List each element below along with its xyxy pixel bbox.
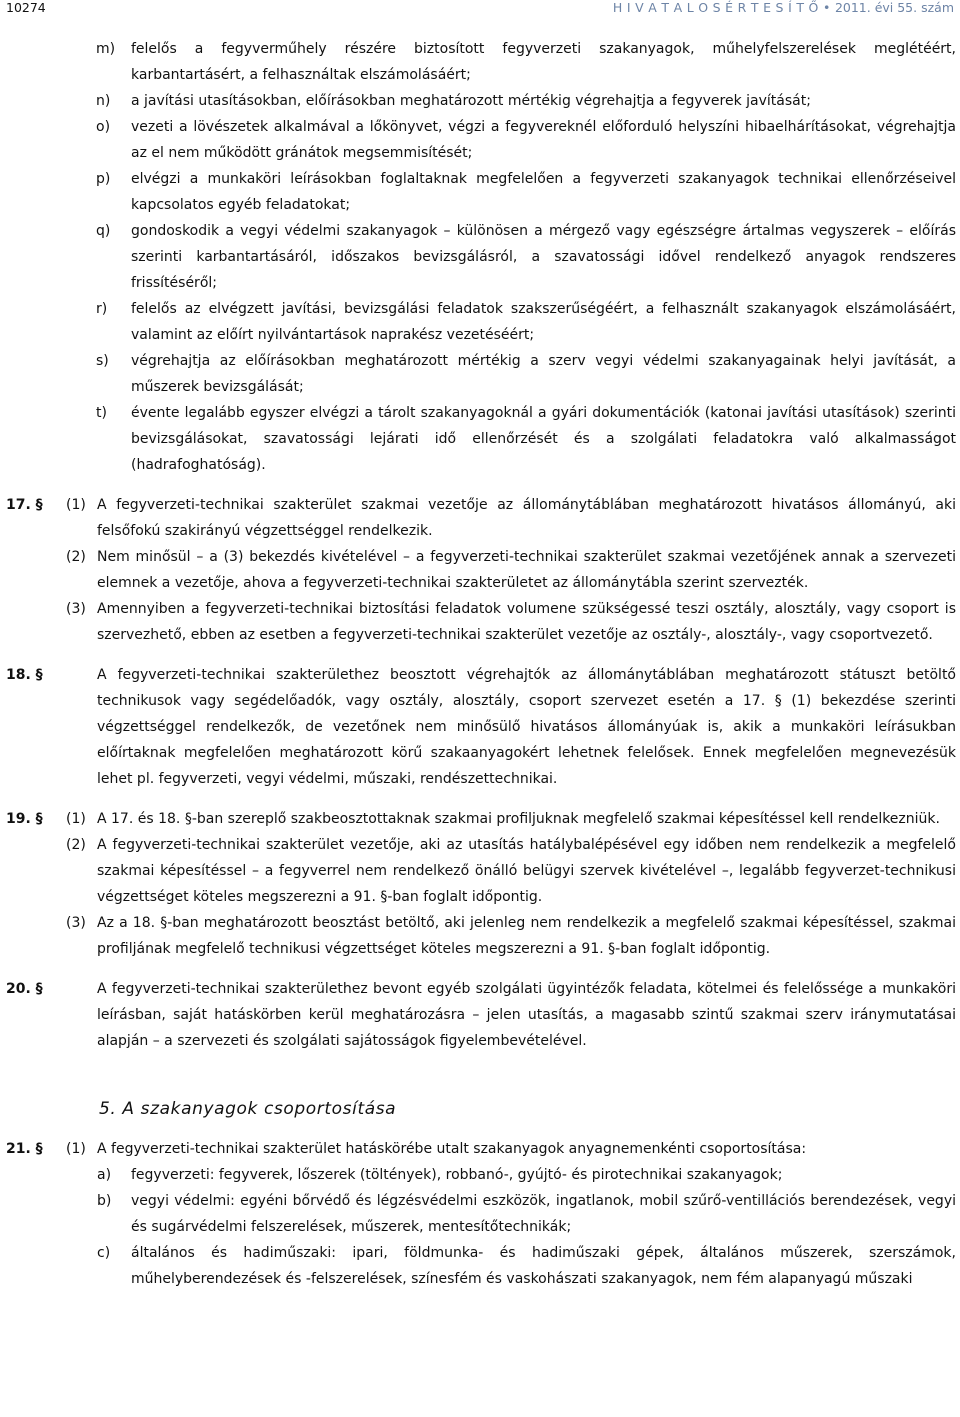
section-number: 18. § — [6, 667, 43, 683]
list-marker: r) — [96, 301, 108, 317]
list-text: végrehajtja az előírásokban meghatározott mértékig a szerv vegyi védelmi szakanyagainak helyi javítását, a műszerek bevizsgálását; — [131, 353, 956, 395]
paragraph — [0, 806, 960, 832]
paragraph-text: Az a 18. §-ban meghatározott beosztást betöltő, aki jelenleg nem rendelkezik a megfelelő szakmai képesítéssel, szakmai profiljának megfelelő technikusi végzettséget köteles megszerezni a 91. §-ban foglalt időpontig. — [97, 915, 956, 957]
header-separator: • — [822, 0, 831, 15]
paragraph-text: A 17. és 18. §-ban szereplő szakbeosztottaknak szakmai profiljuknak megfelelő szakmai képesítéssel kell rendelkezniük. — [97, 811, 940, 827]
paragraph-text: A fegyverzeti-technikai szakterület hatáskörébe utalt szakanyagok anyagnemenkénti csoportosítása: — [97, 1141, 807, 1157]
paragraph-number: (1) — [66, 811, 86, 827]
document-body — [0, 36, 960, 1292]
page-header — [0, 0, 960, 22]
section-number: 21. § — [6, 1141, 43, 1157]
paragraph — [0, 544, 960, 596]
list-item — [0, 1188, 960, 1240]
section-21 — [0, 1136, 960, 1292]
list-marker: b) — [97, 1193, 112, 1209]
paragraph-text: A fegyverzeti-technikai szakterülethez bevont egyéb szolgálati ügyintézők feladata, kötelmei és felelőssége a munkaköri leírásban, saját hatáskörben kerül meghatározásra – jelen utasítás, a magasabb szintű szakmai szerv iránymutatásai alapján – a szervezeti és szolgálati sajátosságok figyelembevételével. — [97, 981, 956, 1049]
paragraph-number: (1) — [66, 1141, 86, 1157]
list-text: gondoskodik a vegyi védelmi szakanyagok – különösen a mérgező vagy egészségre ártalmas vegyszerek – előírás szerinti karbantartásáról, időszakos bevizsgálásról, a szavatossági idővel rendelkező anyagok rendszeres frissítéséről; — [131, 223, 956, 291]
list-item — [0, 348, 960, 400]
list-item — [0, 218, 960, 296]
section-20 — [0, 976, 960, 1054]
section-number: 19. § — [6, 811, 43, 827]
list-item — [0, 1162, 960, 1188]
paragraph-text: Amennyiben a fegyverzeti-technikai biztosítási feladatok volumene szükségessé teszi osztály, alosztály, vagy csoport is szervezhető, ebben az esetben a fegyverzeti-technikai szakterület vezetője az osztály-, alosztály-, vagy csoportvezető. — [97, 601, 956, 643]
paragraph-text: A fegyverzeti-technikai szakterület vezetője, aki az utasítás hatálybalépésével egy időben nem rendelkezik a megfelelő szakmai képesítéssel – a fegyverrel nem rendelkező önálló belügyi szervek kivételével –, legalább fegyverzet-technikusi végzettséget köteles megszerezni a 91. §-ban foglalt időpontig. — [97, 837, 956, 905]
paragraph-number: (1) — [66, 497, 86, 513]
section-17 — [0, 492, 960, 648]
list-item — [0, 1240, 960, 1292]
section-number: 17. § — [6, 497, 43, 513]
paragraph — [0, 662, 960, 792]
list-item — [0, 88, 960, 114]
list-text: elvégzi a munkaköri leírásokban foglaltaknak megfelelően a fegyverzeti szakanyagok technikai ellenőrzéseivel kapcsolatos egyéb feladatokat; — [131, 171, 956, 213]
paragraph — [0, 492, 960, 544]
list-marker: m) — [96, 41, 116, 57]
paragraph — [0, 910, 960, 962]
list-item — [0, 400, 960, 478]
list-text: vegyi védelmi: egyéni bőrvédő és légzésvédelmi eszközök, ingatlanok, mobil szűrő-ventillációs berendezések, vegyi és sugárvédelmi felszerelések, műszerek, mentesítőtechnikák; — [131, 1193, 956, 1235]
paragraph-text: A fegyverzeti-technikai szakterület szakmai vezetője az állománytáblában meghatározott hivatásos állományú, aki felsőfokú szakirányú végzettséggel rendelkezik. — [97, 497, 956, 539]
paragraph-number: (2) — [66, 549, 86, 565]
list-item — [0, 166, 960, 218]
paragraph-text: A fegyverzeti-technikai szakterülethez beosztott végrehajtók az állománytáblában meghatározott státuszt betöltő technikusok vagy segédelőadók, vagy osztály, alosztály, csoport szervezet esetén a 17. § (1) bekezdése szerinti végzettséggel rendelkezők, de vezetőnek nem minősülő hivatásos állományúak is, akik a munkaköri leírásukban előírtaknak megfelelően meghatározott körű szakaanyagokért lehetnek felelősek. Ennek megfelelően megnevezésük lehet pl. fegyverzeti, vegyi védelmi, műszaki, rendészettechnikai. — [97, 667, 956, 787]
list-text: felelős a fegyverműhely részére biztosított fegyverzeti szakanyagok, műhelyfelszerelések meglétéért, karbantartásért, a felhasználtak elszámolásáért; — [131, 41, 956, 83]
section-18 — [0, 662, 960, 792]
list-text: vezeti a lövészetek alkalmával a lőkönyvet, végzi a fegyvereknél előforduló helyszíni hibaelhárításokat, végrehajtja az el nem működött gránátok megsemmisítését; — [131, 119, 956, 161]
journal-title: H I V A T A L O S É R T E S Í T Ő — [612, 0, 819, 15]
list-item — [0, 114, 960, 166]
paragraph-number: (3) — [66, 915, 86, 931]
page-number: 10274 — [6, 0, 46, 15]
list-marker: p) — [96, 171, 111, 187]
list-text: általános és hadiműszaki: ipari, földmunka- és hadiműszaki gépek, általános műszerek, szerszámok, műhelyberendezések és -felszerelések, színesfém és vaskohászati szakanyagok, nem fém alapanyagú műszaki — [131, 1245, 956, 1287]
list-marker: a) — [97, 1167, 112, 1183]
list-marker: o) — [96, 119, 111, 135]
list-marker: q) — [96, 223, 111, 239]
paragraph — [0, 976, 960, 1054]
list-marker: c) — [97, 1245, 111, 1261]
journal-header — [613, 0, 954, 16]
paragraph-number: (3) — [66, 601, 86, 617]
list-marker: s) — [96, 353, 109, 369]
paragraph-text: Nem minősül – a (3) bekezdés kivételével – a fegyverzeti-technikai szakterület szakmai vezetőjének annak a szervezeti elemnek a vezetője, ahova a fegyverzeti-technikai szakterületet az állománytábla szerint szervezték. — [97, 549, 956, 591]
list-text: fegyverzeti: fegyverek, lőszerek (töltények), robbanó-, gyújtó- és pirotechnikai szakanyagok; — [131, 1167, 783, 1183]
chapter-title: 5. A szakanyagok csoportosítása — [99, 1099, 397, 1119]
list-text: felelős az elvégzett javítási, bevizsgálási feladatok szakszerűségéért, a felhasznált szakanyagok elszámolásáért, valamint az előírt nyilvántartások naprakész vezetéséért; — [131, 301, 956, 343]
issue-label: 2011. évi 55. szám — [834, 0, 954, 15]
paragraph — [0, 1136, 960, 1162]
list-text: évente legalább egyszer elvégzi a tárolt szakanyagoknál a gyári dokumentációk (katonai javítási utasítások) szerinti bevizsgálásokat, szavatossági lejárati idő ellenőrzését és a szolgálati feladatokra való alkalmasságot (hadrafoghatóság). — [131, 405, 956, 473]
paragraph — [0, 596, 960, 648]
list-text: a javítási utasításokban, előírásokban meghatározott mértékig végrehajtja a fegyverek javítását; — [131, 93, 811, 109]
paragraph-number: (2) — [66, 837, 86, 853]
section-19 — [0, 806, 960, 962]
list-marker: t) — [96, 405, 107, 421]
section-number: 20. § — [6, 981, 43, 997]
paragraph — [0, 832, 960, 910]
list-item — [0, 296, 960, 348]
list-item — [0, 36, 960, 88]
list-marker: n) — [96, 93, 111, 109]
